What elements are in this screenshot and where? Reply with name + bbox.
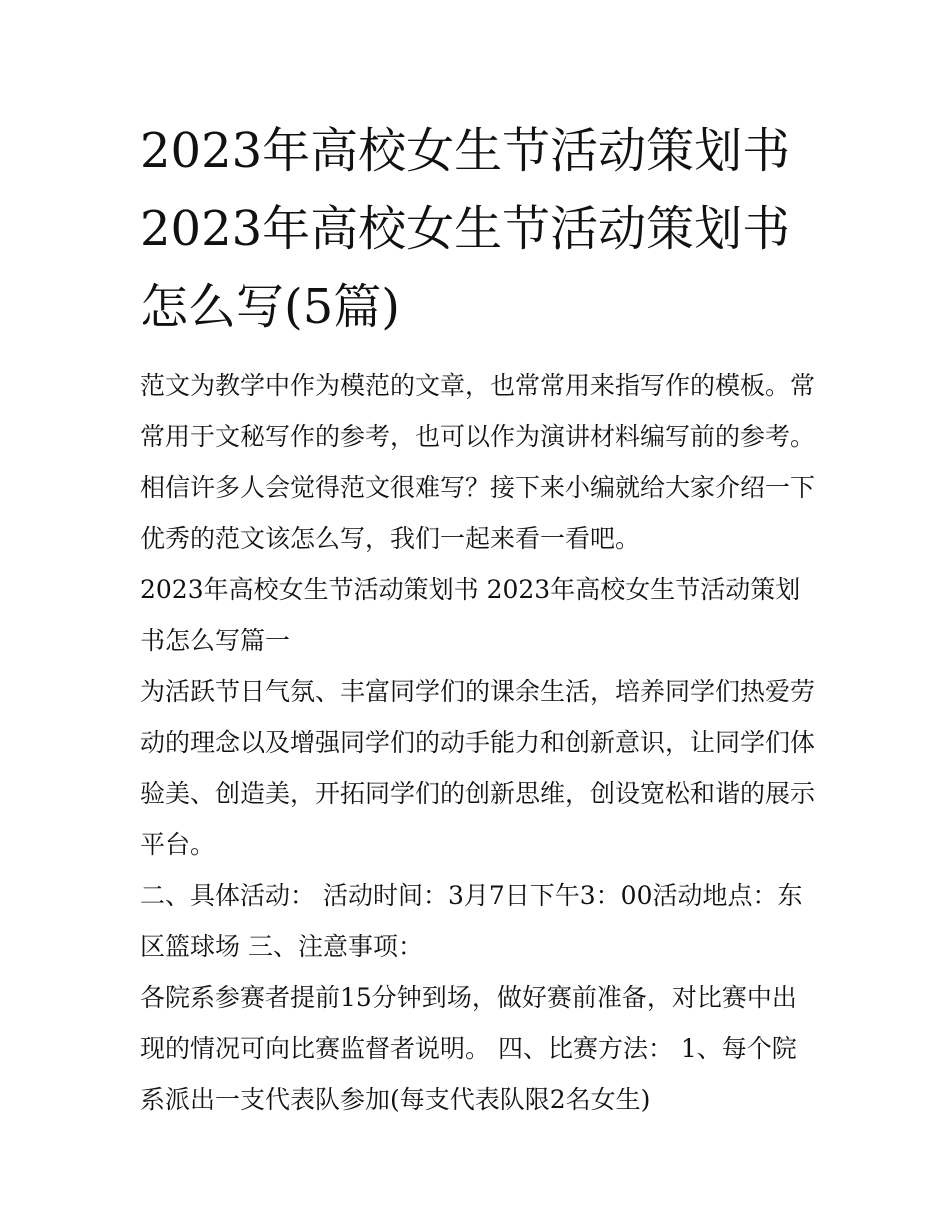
document-title — [140, 112, 820, 346]
notice-paragraph: 各院系参赛者提前15分钟到场，做好赛前准备，对比赛中出现的情况可向比赛监督者说明。 四、比赛方法： 1、每个院系派出一支代表队参加(每支代表队限2名女生) — [140, 983, 797, 1114]
title-line-1: 2023年高校女生节活动策划书 — [140, 123, 791, 179]
document-body — [140, 112, 820, 1125]
intro-paragraph: 范文为教学中作为模范的文章，也常常用来指写作的模板。常常用于文秘写作的参考，也可以作为演讲材料编写前的参考。相信许多人会觉得范文很难写？接下来小编就给大家介绍一下优秀的范文该怎么写，我们一起来看一看吧。 — [140, 371, 816, 553]
activity-paragraph: 二、具体活动： 活动时间：3月7日下午3：00活动地点：东区篮球场 三、注意事项： — [140, 881, 803, 961]
purpose-paragraph: 为活跃节日气氛、丰富同学们的课余生活，培养同学们热爱劳动的理念以及增强同学们的动手能力和创新意识，让同学们体验美、创造美，开拓同学们的创新思维，创设宽松和谐的展示平台。 — [140, 677, 816, 859]
section-heading: 2023年高校女生节活动策划书 2023年高校女生节活动策划书怎么写篇一 — [140, 575, 801, 655]
title-line-3: 怎么写(5篇) — [140, 279, 400, 335]
title-line-2: 2023年高校女生节活动策划书 — [140, 201, 791, 257]
